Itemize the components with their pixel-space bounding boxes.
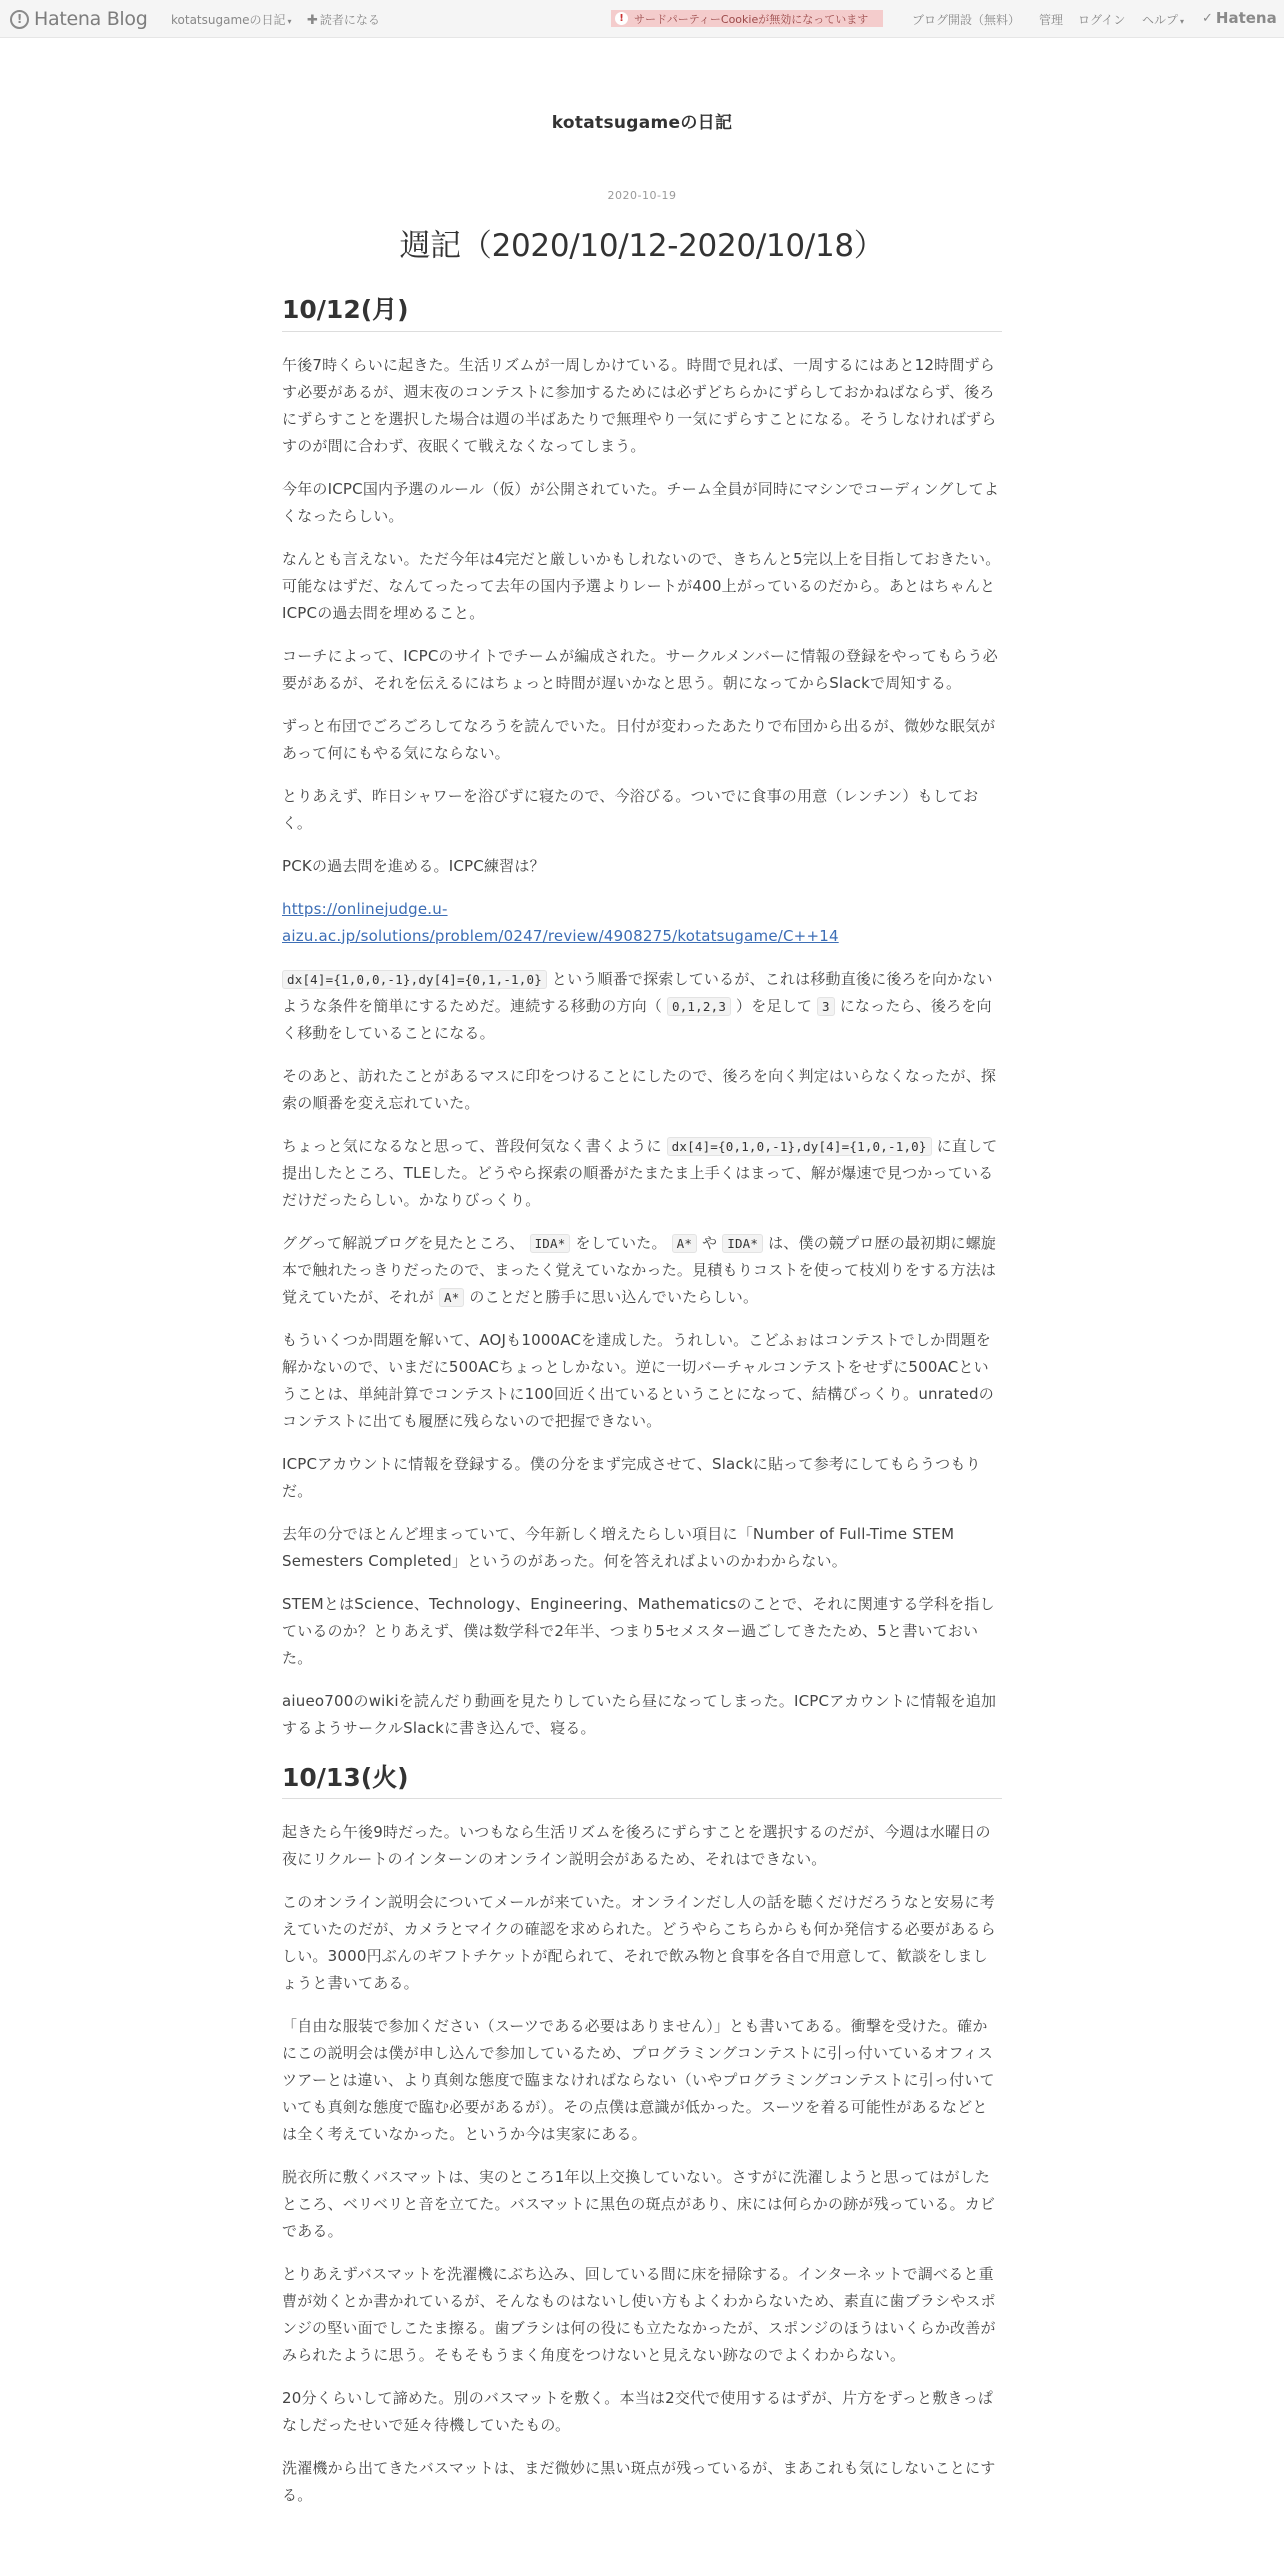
blog-title[interactable]: kotatsugameの日記 — [551, 113, 733, 133]
paragraph: ICPCアカウントに情報を登録する。僕の分をまず完成させて、Slackに貼って参考にしてもらうつもりだ。 — [282, 1454, 981, 1500]
text-span: のことだと勝手に思い込んでいたらしい。 — [469, 1287, 759, 1306]
paragraph: 「自由な服装で参加ください（スーツである必要はありません）」とも書いてある。衝撃を受けた。確かにこの説明会は僕が申し込んで参加しているため、プログラミングコンテストに引っ付いているオフィスツアーとは違い、より真剣な態度で臨まなければならない（いやプログラミングコンテストに引っ付いていても真剣な態度で臨む必要があるが）。その点僕は意識が低かった。スーツを着る可能性があるなどとは全く考えていなかった。というか今は実家にある。 — [282, 2017, 995, 2143]
help-menu[interactable] — [1142, 11, 1184, 28]
text-span: ちょっと気になるなと思って、普段何気なく書くように — [282, 1136, 662, 1155]
paragraph — [282, 1133, 1002, 1214]
subscribe-button[interactable] — [307, 11, 380, 28]
admin-link[interactable]: 管理 — [1039, 13, 1064, 27]
inline-code: A* — [439, 1288, 464, 1307]
paragraph: 起きたら午後9時だった。いつもなら生活リズムを後ろにずらすことを選択するのだが、今週は水曜日の夜にリクルートのインターンのオンライン説明会があるため、それはできない。 — [282, 1823, 991, 1868]
help-label: ヘルプ — [1142, 13, 1179, 27]
inline-code: A* — [672, 1234, 697, 1253]
caret-down-icon: ▾ — [287, 17, 292, 26]
logo-text: Hatena Blog — [34, 8, 148, 30]
hatena-check-icon: ✓ — [1202, 10, 1213, 26]
text-span: をしていた。 — [575, 1233, 667, 1252]
caret-down-icon: ▾ — [1180, 17, 1185, 26]
paragraph: ずっと布団でごろごろしてなろうを読んでいた。日付が変わったあたりで布団から出るが、微妙な眠気があって何にもやる気にならない。 — [282, 716, 996, 762]
plus-icon: ✚ — [307, 13, 318, 28]
paragraph: なんとも言えない。ただ今年は4完だと厳しいかもしれないので、きちんと5完以上を目指しておきたい。可能なはずだ、なんてったって去年の国内予選よりレートが400上がっているのだから。あとはちゃんとICPCの過去問を埋めること。 — [282, 549, 1001, 622]
paragraph: PCKの過去問を進める。ICPC練習は？ — [282, 856, 545, 875]
paragraph: もういくつか問題を解いて、AOJも1000ACを達成した。うれしい。こどふぉはコンテストでしか問題を解かないので、いまだに500ACちょっとしかない。逆に一切バーチャルコンテストをせずに500ACということは、単純計算でコンテストに100回近く出ているということになって、結構びっくり。unratedのコンテストに出ても履歴に残らないので把握できない。 — [282, 1330, 994, 1430]
paragraph — [282, 1230, 1002, 1311]
open-blog-link[interactable]: ブログ開設（無料） — [912, 13, 1021, 27]
paragraph: 脱衣所に敷くバスマットは、実のところ1年以上交換していない。さすがに洗濯しようと思ってはがしたところ、ベリベリと音を立てた。バスマットに黒色の斑点があり、床には何らかの跡が残っている。カビである。 — [282, 2168, 996, 2240]
blog-menu-label: kotatsugameの日記 — [171, 13, 286, 27]
paragraph: STEMとはScience、Technology、Engineering、Mathematicsのことで、それに関連する学科を指しているのか？とりあえず、僕は数学科で2年半、つまり5セメスター過ごしてきたため、5と書いておいた。 — [282, 1594, 995, 1667]
entry-date[interactable]: 2020-10-19 — [607, 189, 677, 202]
entry-content — [282, 294, 1002, 2525]
hatena-logo-icon: ! — [10, 10, 29, 29]
hatena-label: Hatena — [1215, 9, 1277, 27]
inline-code: dx[4]={1,0,0,-1},dy[4]={0,1,-1,0} — [282, 970, 547, 989]
paragraph: 今年のICPC国内予選のルール（仮）が公開されていた。チーム全員が同時にマシンでコーディングしてよくなったらしい。 — [282, 479, 1000, 525]
paragraph: 午後7時くらいに起きた。生活リズムが一周しかけている。時間で見れば、一周するにはあと12時間ずらす必要があるが、週末夜のコンテストに参加するためには必ずどちらかにずらしておかねばならず、後ろにずらすことを選択した場合は週の半ばあたりで無理やり一気にずらすことになる。そうしなければずらすのが間に合わず、夜眠くて戦えなくなってしまう。 — [282, 355, 997, 455]
paragraph: このオンライン説明会についてメールが来ていた。オンラインだし人の話を聴くだけだろうなと安易に考えていたのだが、カメラとマイクの確認を求められた。どうやらこちらからも何か発信する必要があるらしい。3000円ぶんのギフトチケットが配られて、それで飲み物と食事を各自で用意して、歓談をしましょうと書いてある。 — [282, 1893, 996, 1992]
global-header — [0, 0, 1284, 38]
paragraph — [282, 966, 1002, 1047]
solution-link[interactable]: https://onlinejudge.u-aizu.ac.jp/solutions/problem/0247/review/4908275/kotatsugame/C++14 — [282, 899, 839, 945]
text-span: ）を足して — [736, 996, 813, 1015]
inline-code: 0,1,2,3 — [667, 997, 731, 1016]
text-span: や — [702, 1233, 718, 1252]
paragraph: コーチによって、ICPCのサイトでチームが編成された。サークルメンバーに情報の登録をやってもらう必要があるが、それを伝えるにはちょっと時間が遅いかなと思う。朝になってからSlackで周知する。 — [282, 646, 998, 692]
inline-code: dx[4]={0,1,0,-1},dy[4]={1,0,-1,0} — [667, 1137, 932, 1156]
cookie-warning-text: サードパーティーCookieが無効になっています — [634, 12, 869, 26]
paragraph: とりあえず、昨日シャワーを浴びずに寝たので、今浴びる。ついでに食事の用意（レンチン）もしておく。 — [282, 786, 979, 832]
hatena-blog-logo[interactable] — [10, 8, 148, 30]
paragraph: 去年の分でほとんど埋まっていて、今年新しく増えたらしい項目に「Number of Full-Time STEM Semesters Completed」というのがあった。何を答えればよいのかわからない。 — [282, 1524, 955, 1570]
warning-icon: ! — [615, 12, 628, 25]
paragraph: 洗濯機から出てきたバスマットは、まだ微妙に黒い斑点が残っているが、まあこれも気にしないことにする。 — [282, 2459, 996, 2504]
paragraph: とりあえずバスマットを洗濯機にぶち込み、回している間に床を掃除する。インターネットで調べると重曹が効くとか書かれているが、そんなものはないし使い方もよくわからないため、素直に歯ブラシやスポンジの堅い面でしこたま擦る。歯ブラシは何の役にも立たなかったが、スポンジのほうはいくらか改善がみられたように思う。そもそもうまく角度をつけないと見えない跡なのでよくわからない。 — [282, 2265, 996, 2364]
text-span: という順番で探索しているが、これは移動直後に後ろを向かないような条件を簡単にするためだ。連続する移動の方向（ — [282, 969, 993, 1015]
paragraph: そのあと、訪れたことがあるマスに印をつけることにしたので、後ろを向く判定はいらなくなったが、探索の順番を変え忘れていた。 — [282, 1066, 997, 1112]
paragraph: aiueo700のwikiを読んだり動画を見たりしていたら昼になってしまった。ICPCアカウントに情報を追加するようサークルSlackに書き込んで、寝る。 — [282, 1691, 997, 1737]
text-span: は、僕の競プロ歴の最初期に螺旋本で触れたっきりだったので、まったく覚えていなかった。見積もりコストを使って枝刈りをする方法は覚えていたが、それが — [282, 1233, 997, 1306]
inline-code: IDA* — [530, 1234, 571, 1253]
inline-code: 3 — [817, 997, 835, 1016]
cookie-warning-banner[interactable] — [611, 10, 883, 27]
entry-title[interactable]: 週記（2020/10/12-2020/10/18） — [399, 228, 885, 264]
paragraph: 20分くらいして諦めた。別のバスマットを敷く。本当は2交代で使用するはずが、片方をずっと敷きっぱなしだったせいで延々待機していたもの。 — [282, 2389, 994, 2434]
section-heading: 10/12(月) — [282, 294, 1002, 332]
paragraph — [282, 896, 1002, 950]
hatena-link[interactable] — [1202, 9, 1277, 27]
inline-code: IDA* — [722, 1234, 763, 1253]
section-heading: 10/13(火) — [282, 1762, 1002, 1800]
text-span: になったら、後ろを向く移動をしていることになる。 — [282, 996, 992, 1042]
blog-menu-dropdown[interactable] — [171, 11, 292, 28]
text-span: に直して提出したところ、TLEした。どうやら探索の順番がたまたま上手くはまって、解が爆速で見つかっているだけだったらしい。かなりびっくり。 — [282, 1136, 998, 1209]
login-link[interactable]: ログイン — [1078, 13, 1126, 27]
text-span: ググって解説ブログを見たところ、 — [282, 1233, 525, 1252]
subscribe-label: 読者になる — [319, 13, 380, 27]
